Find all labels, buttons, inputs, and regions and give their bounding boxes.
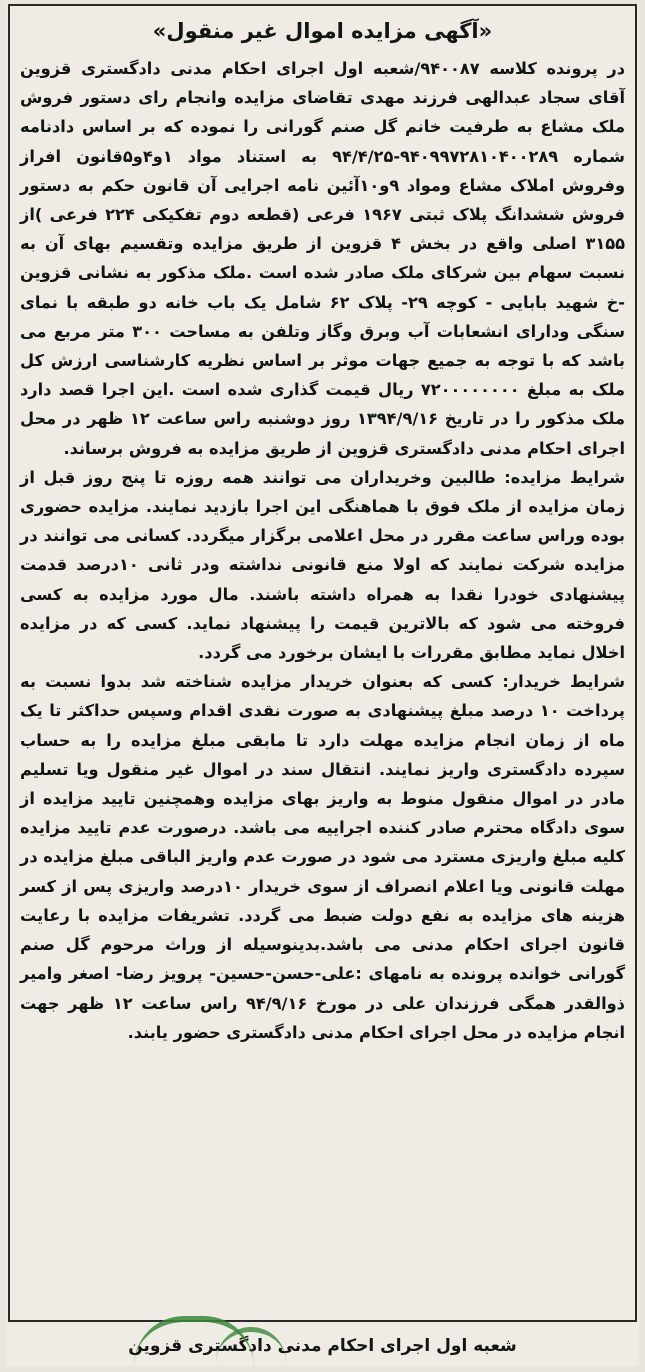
notice-title: «آگهی مزایده اموال غیر منقول» xyxy=(152,19,493,43)
auction-conditions-heading: شرایط مزایده: xyxy=(504,467,625,487)
newspaper-clipping xyxy=(6,4,639,1366)
notice-frame xyxy=(8,4,637,1322)
buyer-conditions-heading: شرایط خریدار: xyxy=(502,672,625,692)
buyer-conditions xyxy=(20,667,625,1047)
buyer-conditions-text: کسی که بعنوان خریدار مزایده شناخته شد بدوا نسبت به پرداخت ۱۰ درصد مبلغ پیشنهادی به صورت نقدی اقدام وسپس حداکثر تا یک ماه از زمان انجام مزایده مهلت دارد تا مابقی مبلغ مزایده را به حساب سپرده دادگستری واریز نمایند. انتقال سند در اموال غیر منقول ویا تسلیم مادر در اموال منقول منوط به واریز بهای مزایده وهمچنین تایید مزایده از سوی دادگاه محترم صادر کننده اجراییه می باشد. درصورت عدم تایید مزایده کلیه مبلغ واریزی مسترد می شود در صورت عدم واریز الباقی مبلغ مزایده در مهلت قانونی ویا اعلام انصراف از سوی خریدار ۱۰درصد واریزی پس از کسر هزینه های مزایده به نفع دولت ضبط می گردد. تشریفات مزایده با رعایت قانون اجرای احکام مدنی می باشد.بدینوسیله از وراث مرحوم گل صنم گورانی خوانده پرونده به نامهای :علی-حسن-حسین- پرویز رضا- اصغر وامیر ذوالقدر همگی فرزندان علی در مورخ ۹۴/۹/۱۶ راس ساعت ۱۲ ظهر جهت انجام مزایده در محل اجرای احکام مدنی دادگستری حضور یابند. xyxy=(20,672,625,1042)
notice-body: در پرونده کلاسه ۹۴۰۰۸۷/شعبه اول اجرای احکام مدنی دادگستری قزوین آقای سجاد عبدالهی فرزند مهدی تقاضای مزایده وانجام رای دستور فروش ملک مشاع به طرفیت خانم گل صنم گورانی را نموده که بر اساس دادنامه شماره ۹۴۰۹۹۷۲۸۱۰۴۰۰۲۸۹-۹۴/۴/۲۵ به استناد مواد ۱و۴و۵قانون افراز وفروش املاک مشاع ومواد ۹و۱۰آئین نامه اجرایی آن قانون حکم به دستور فروش ششدانگ پلاک ثبتی ۱۹۶۷ فرعی (قطعه دوم تفکیکی ۲۲۴ فرعی )از ۳۱۵۵ اصلی واقع در بخش ۴ قزوین از طریق مزایده وتقسیم بهای آن به نسبت سهام بین شرکای ملک صادر شده است .ملک مذکور به نشانی قزوین -خ شهید بابایی - کوچه ۲۹- پلاک ۶۲ شامل یک باب خانه دو طبقه با نمای سنگی ودارای انشعابات آب وبرق وگاز وتلفن به مساحت ۳۰۰ متر مربع می باشد که با توجه به جمیع جهات موثر بر اساس نظریه کارشناسی ارزش کل ملک به مبلغ ۷۲۰۰۰۰۰۰۰۰ ریال قیمت گذاری شده است .این اجرا قصد دارد ملک مذکور را در تاریخ ۱۳۹۴/۹/۱۶ روز دوشنبه راس ساعت ۱۲ ظهر در محل اجرای احکام مدنی دادگستری قزوین از طریق مزایده به فروش برساند. xyxy=(20,59,626,458)
auction-conditions xyxy=(20,463,625,667)
issuer-signature: شعبه اول اجرای احکام مدنی دادگستری قزوین xyxy=(128,1336,517,1356)
auction-conditions-text: طالبین وخریداران می توانند همه روزه تا پنج روز قبل از زمان مزایده از ملک فوق با هماهنگی این اجرا بازدید نمایند. مزایده حضوری بوده وراس ساعت مقرر در محل اعلامی برگزار میگردد. کسانی می توانند در مزایده شرکت نمایند که اولا منع قانونی نداشته ودر ثانی ۱۰درصد قدمت پیشنهادی خودرا نقدا به همراه داشته باشند. مال مورد مزایده به کسی فروخته می شود که بالاترین قیمت را پیشنهاد نماید. کسی که در مزایده اخلال نماید مطابق مقررات با ایشان برخورد می گردد. xyxy=(20,467,625,663)
